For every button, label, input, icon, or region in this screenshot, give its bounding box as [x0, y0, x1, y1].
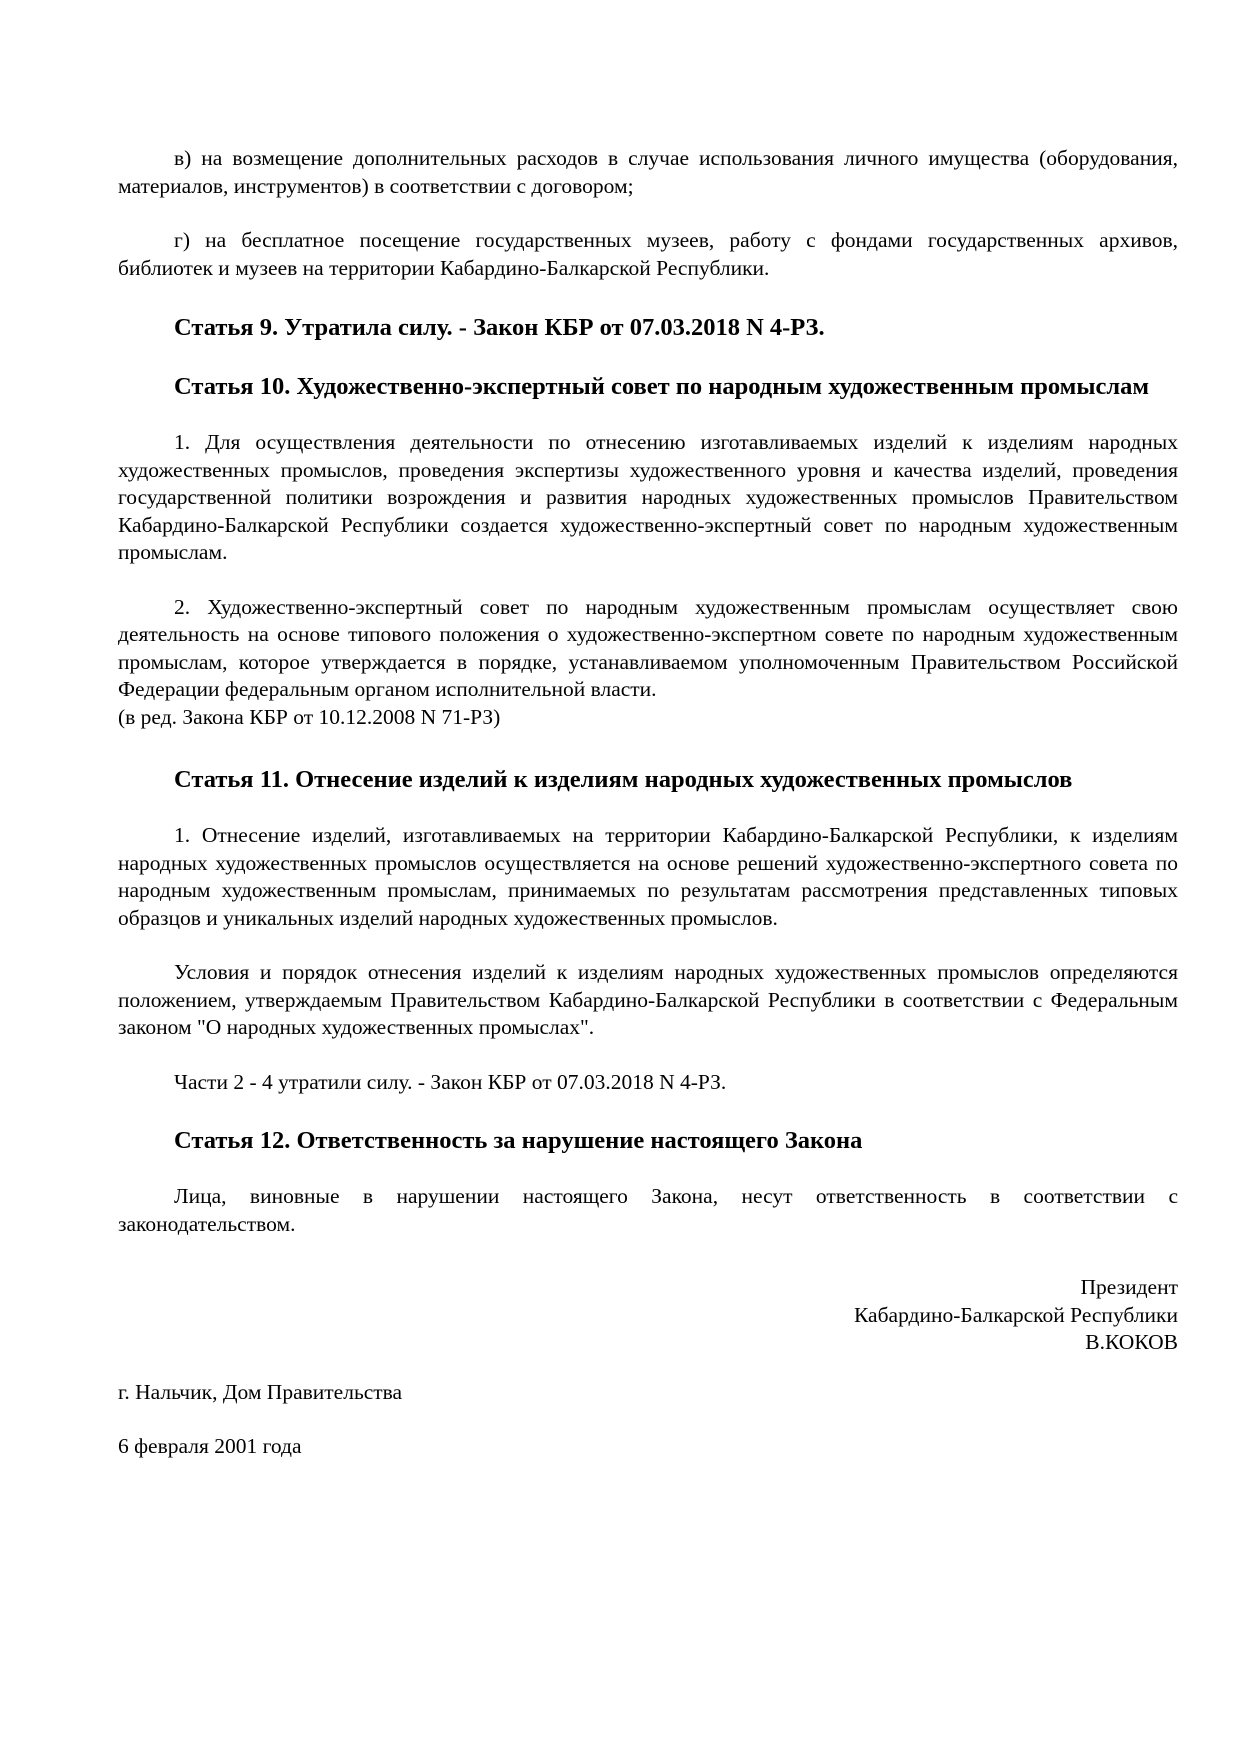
article-10-paragraph-1: 1. Для осуществления деятельности по отнесению изготавливаемых изделий к изделиям народных художественных промыслов, проведения экспертизы художественного уровня и качества изделий, проведения государственной политики возрождения и развития народных художественных промыслов Правительством Кабардино-Балкарской Республики создается художественно-экспертный совет по народным художественным промыслам.: [118, 430, 1178, 564]
article-10-heading: Статья 10. Художественно-экспертный совет по народным художественным промыслам: [174, 373, 1150, 400]
article-9-heading: Статья 9. Утратила силу. - Закон КБР от 07.03.2018 N 4-РЗ.: [174, 314, 825, 341]
paragraph-v: в) на возмещение дополнительных расходов в случае использования личного имущества (оборудования, материалов, инструментов) в соответствии с договором;: [118, 146, 1178, 198]
article-11-paragraph-1: 1. Отнесение изделий, изготавливаемых на территории Кабардино-Балкарской Республики, к изделиям народных художественных промыслов осуществляется на основе решений художественно-экспертного совета по народным художественным промыслам, принимаемых по результатам рассмотрения представленных типовых образцов и уникальных изделий народных художественных промыслов.: [118, 823, 1178, 930]
signature-title: Президент: [1080, 1275, 1178, 1299]
article-11-heading: Статья 11. Отнесение изделий к изделиям народных художественных промыслов: [174, 766, 1073, 793]
article-10-amendment-note: (в ред. Закона КБР от 10.12.2008 N 71-РЗ): [118, 704, 501, 729]
paragraph-g: г) на бесплатное посещение государственных музеев, работу с фондами государственных архивов, библиотек и музеев на территории Кабардино-Балкарской Республики.: [118, 228, 1178, 280]
signing-place: г. Нальчик, Дом Правительства: [118, 1379, 403, 1404]
article-12-paragraph-1: Лица, виновные в нарушении настоящего Закона, несут ответственность в соответствии с законодательством.: [118, 1184, 1178, 1236]
signature-name: В.КОКОВ: [1085, 1330, 1178, 1354]
article-11-paragraph-3: Части 2 - 4 утратили силу. - Закон КБР от 07.03.2018 N 4-РЗ.: [174, 1069, 727, 1094]
article-12-heading: Статья 12. Ответственность за нарушение настоящего Закона: [174, 1127, 863, 1154]
signature-block: [118, 1274, 1178, 1357]
document-page: [118, 145, 1178, 1461]
article-11-paragraph-2: Условия и порядок отнесения изделий к изделиям народных художественных промыслов определяются положением, утверждаемым Правительством Кабардино-Балкарской Республики в соответствии с Федеральным законом "О народных художественных промыслах".: [118, 960, 1178, 1039]
signing-date: 6 февраля 2001 года: [118, 1434, 302, 1458]
article-10-paragraph-2: 2. Художественно-экспертный совет по народным художественным промыслам осуществляет свою деятельность на основе типового положения о художественно-экспертном совете по народным художественным промыслам, которое утверждается в порядке, устанавливаемом уполномоченным Правительством Российской Федерации федеральным органом исполнительной власти.: [118, 594, 1178, 701]
signature-republic: Кабардино-Балкарской Республики: [853, 1302, 1178, 1327]
